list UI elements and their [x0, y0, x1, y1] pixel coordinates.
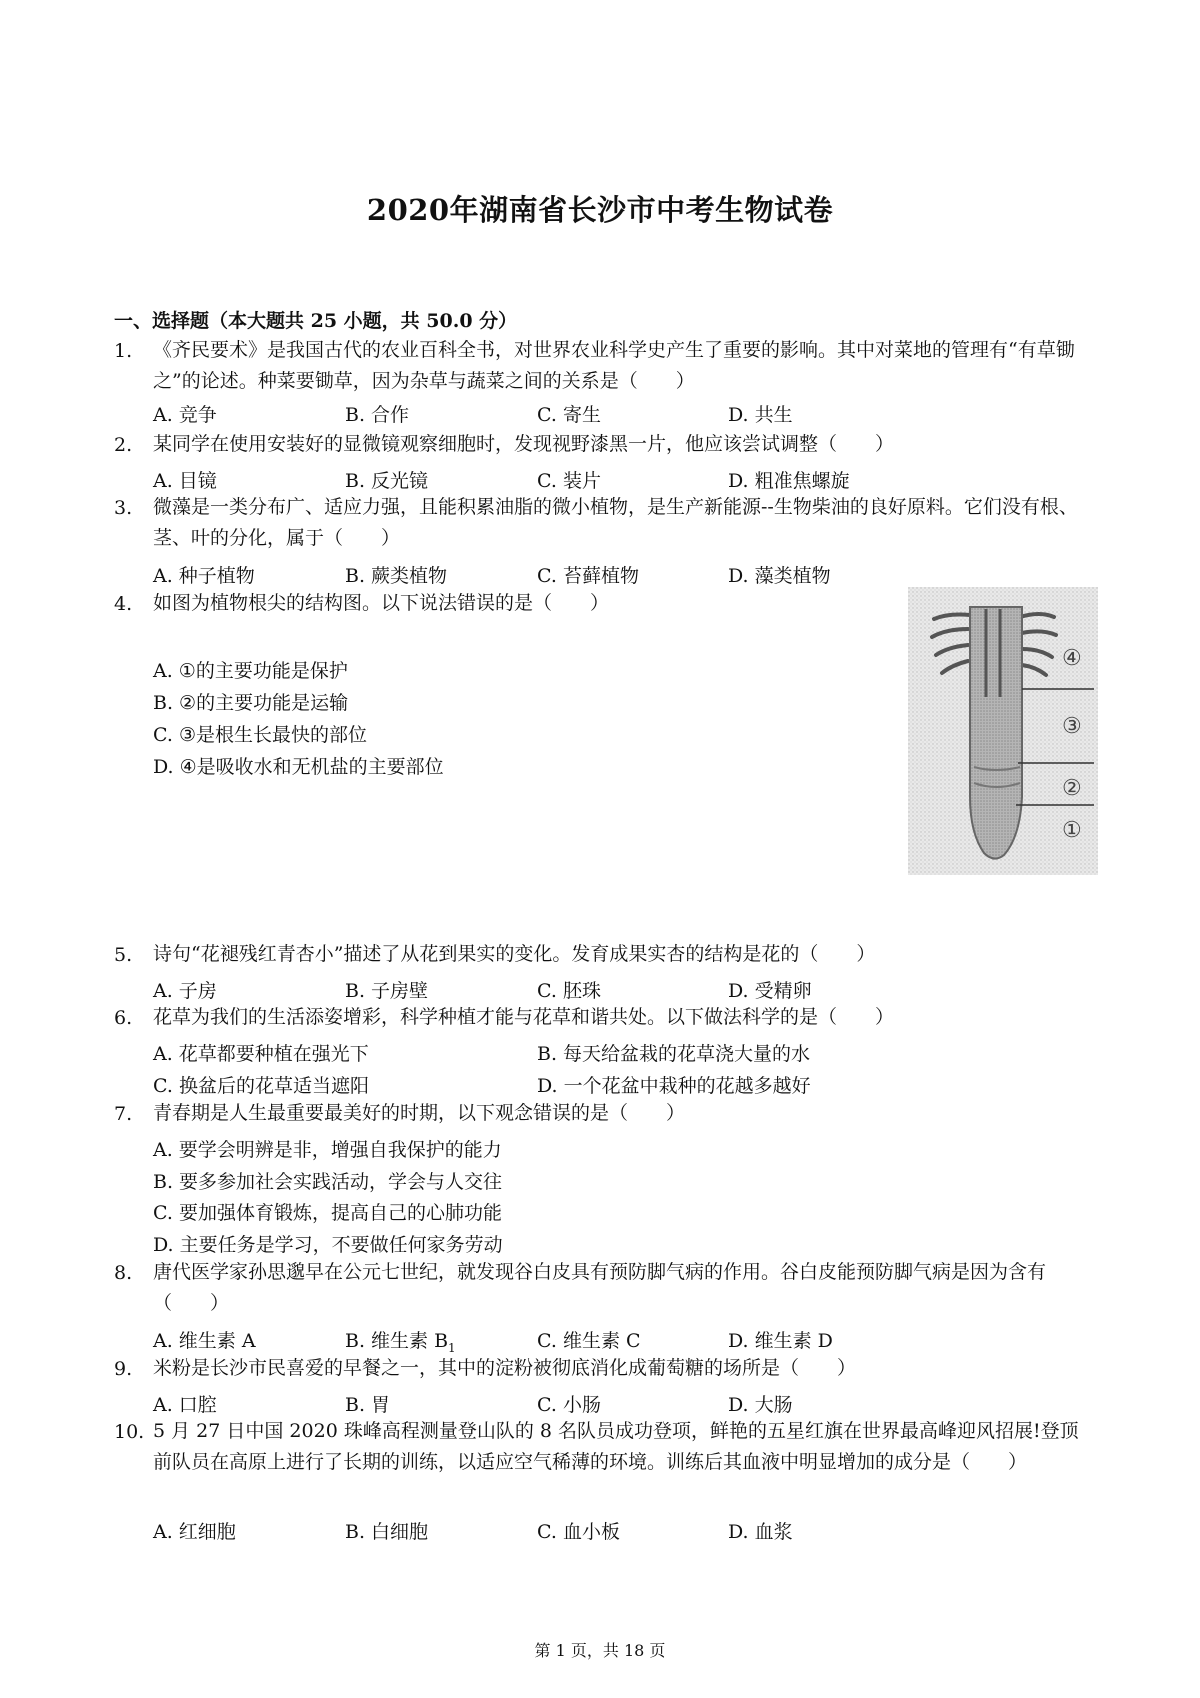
- option-c: C. 换盆后的花草适当遮阳: [153, 1075, 369, 1097]
- option-a: A. 花草都要种植在强光下: [153, 1043, 369, 1065]
- question-stem: 米粉是长沙市民喜爱的早餐之一，其中的淀粉被彻底消化成葡萄糖的场所是（ ）: [153, 1357, 857, 1379]
- option-c: C. 苔藓植物: [537, 565, 639, 587]
- option-b: B. 蕨类植物: [345, 565, 448, 587]
- question-number: 10.: [114, 1421, 145, 1443]
- option-a: A. 子房: [153, 980, 217, 1002]
- option-c: C. 装片: [537, 470, 601, 492]
- question-number: 8.: [114, 1262, 133, 1284]
- question-number: 4.: [114, 593, 133, 615]
- question-stem: 5 月 27 日中国 2020 珠峰高程测量登山队的 8 名队员成功登项，鲜艳的五星红旗在世界最高峰迎风招展!登顶前队员在高原上进行了长期的训练，以适应空气稀薄的环境。训练后其血液中明显增加的成分是（ ）: [153, 1420, 1079, 1473]
- question-stem: 青春期是人生最重要最美好的时期，以下观念错误的是（ ）: [153, 1102, 686, 1124]
- option-d: D. 主要任务是学习，不要做任何家务劳动: [153, 1234, 503, 1256]
- option-b-text: B. 维生素 B: [345, 1330, 449, 1352]
- option-d: D. 藻类植物: [728, 565, 831, 587]
- option-a: A. 口腔: [153, 1394, 217, 1416]
- question-number: 6.: [114, 1007, 133, 1029]
- option-c: C. 血小板: [537, 1521, 620, 1543]
- option-b: [345, 1326, 456, 1355]
- option-a: A. 目镜: [153, 470, 217, 492]
- option-a: A. 种子植物: [153, 565, 255, 587]
- option-b: B. 胃: [345, 1394, 391, 1416]
- option-c: C. ③是根生长最快的部位: [153, 724, 367, 746]
- question-number: 7.: [114, 1103, 133, 1125]
- question-number: 1.: [114, 340, 133, 362]
- option-c: C. 寄生: [537, 404, 601, 426]
- question-stem: 唐代医学家孙思邈早在公元七世纪，就发现谷白皮具有预防脚气病的作用。谷白皮能预防脚气病是因为含有（ ）: [153, 1261, 1047, 1314]
- option-c: C. 维生素 C: [537, 1330, 641, 1352]
- option-d: D. 大肠: [728, 1394, 793, 1416]
- question-stem: 如图为植物根尖的结构图。以下说法错误的是（ ）: [153, 592, 610, 614]
- root-tip-figure: [908, 587, 1098, 875]
- question-number: 5.: [114, 944, 133, 966]
- option-c: C. 要加强体育锻炼，提高自己的心肺功能: [153, 1202, 502, 1224]
- option-d: D. 一个花盆中栽种的花越多越好: [537, 1075, 811, 1097]
- option-b: B. 合作: [345, 404, 410, 426]
- question-stem: 某同学在使用安装好的显微镜观察细胞时，发现视野漆黑一片，他应该尝试调整（ ）: [153, 433, 895, 455]
- question-number: 9.: [114, 1358, 133, 1380]
- option-d: D. 受精卵: [728, 980, 812, 1002]
- question-number: 2.: [114, 434, 133, 456]
- label-2: ②: [1062, 776, 1082, 801]
- option-a: A. 维生素 A: [153, 1330, 256, 1352]
- option-b: B. 子房壁: [345, 980, 429, 1002]
- option-d: D. 共生: [728, 404, 793, 426]
- question-stem: 微藻是一类分布广、适应力强，且能积累油脂的微小植物，是生产新能源--生物柴油的良好原料。它们没有根、茎、叶的分化，属于（ ）: [153, 496, 1078, 549]
- option-a: A. 要学会明辨是非，增强自我保护的能力: [153, 1139, 502, 1161]
- option-b: B. ②的主要功能是运输: [153, 692, 349, 714]
- label-1: ①: [1062, 818, 1082, 843]
- question-stem: 花草为我们的生活添姿增彩，科学种植才能与花草和谐共处。以下做法科学的是（ ）: [153, 1006, 895, 1028]
- label-3: ③: [1062, 714, 1082, 739]
- option-b: B. 要多参加社会实践活动，学会与人交往: [153, 1171, 503, 1193]
- option-b: B. 反光镜: [345, 470, 429, 492]
- option-d: D. ④是吸收水和无机盐的主要部位: [153, 756, 444, 778]
- option-b: B. 白细胞: [345, 1521, 429, 1543]
- option-d: D. 维生素 D: [728, 1330, 833, 1352]
- option-c: C. 胚珠: [537, 980, 601, 1002]
- option-a: A. 红细胞: [153, 1521, 236, 1543]
- option-a: A. ①的主要功能是保护: [153, 660, 348, 682]
- question-stem: 诗句“花褪残红青杏小”描述了从花到果实的变化。发育成果实杏的结构是花的（ ）: [153, 943, 876, 965]
- page-title: 2020年湖南省长沙市中考生物试卷: [366, 193, 834, 227]
- page-footer: 第 1 页，共 18 页: [534, 1641, 666, 1660]
- subscript: 1: [448, 1340, 456, 1355]
- root-body: [970, 607, 1022, 859]
- question-number: 3.: [114, 497, 133, 519]
- option-c: C. 小肠: [537, 1394, 601, 1416]
- option-a: A. 竞争: [153, 404, 217, 426]
- question-stem: 《齐民要术》是我国古代的农业百科全书，对世界农业科学史产生了重要的影响。其中对菜地的管理有“有草锄之”的论述。种菜要锄草，因为杂草与蔬菜之间的关系是（ ）: [153, 339, 1075, 392]
- option-d: D. 血浆: [728, 1521, 793, 1543]
- option-d: D. 粗准焦螺旋: [728, 470, 850, 492]
- label-4: ④: [1062, 646, 1082, 671]
- section-heading: 一、选择题（本大题共 25 小题，共 50.0 分）: [114, 310, 518, 332]
- option-b: B. 每天给盆栽的花草浇大量的水: [537, 1043, 811, 1065]
